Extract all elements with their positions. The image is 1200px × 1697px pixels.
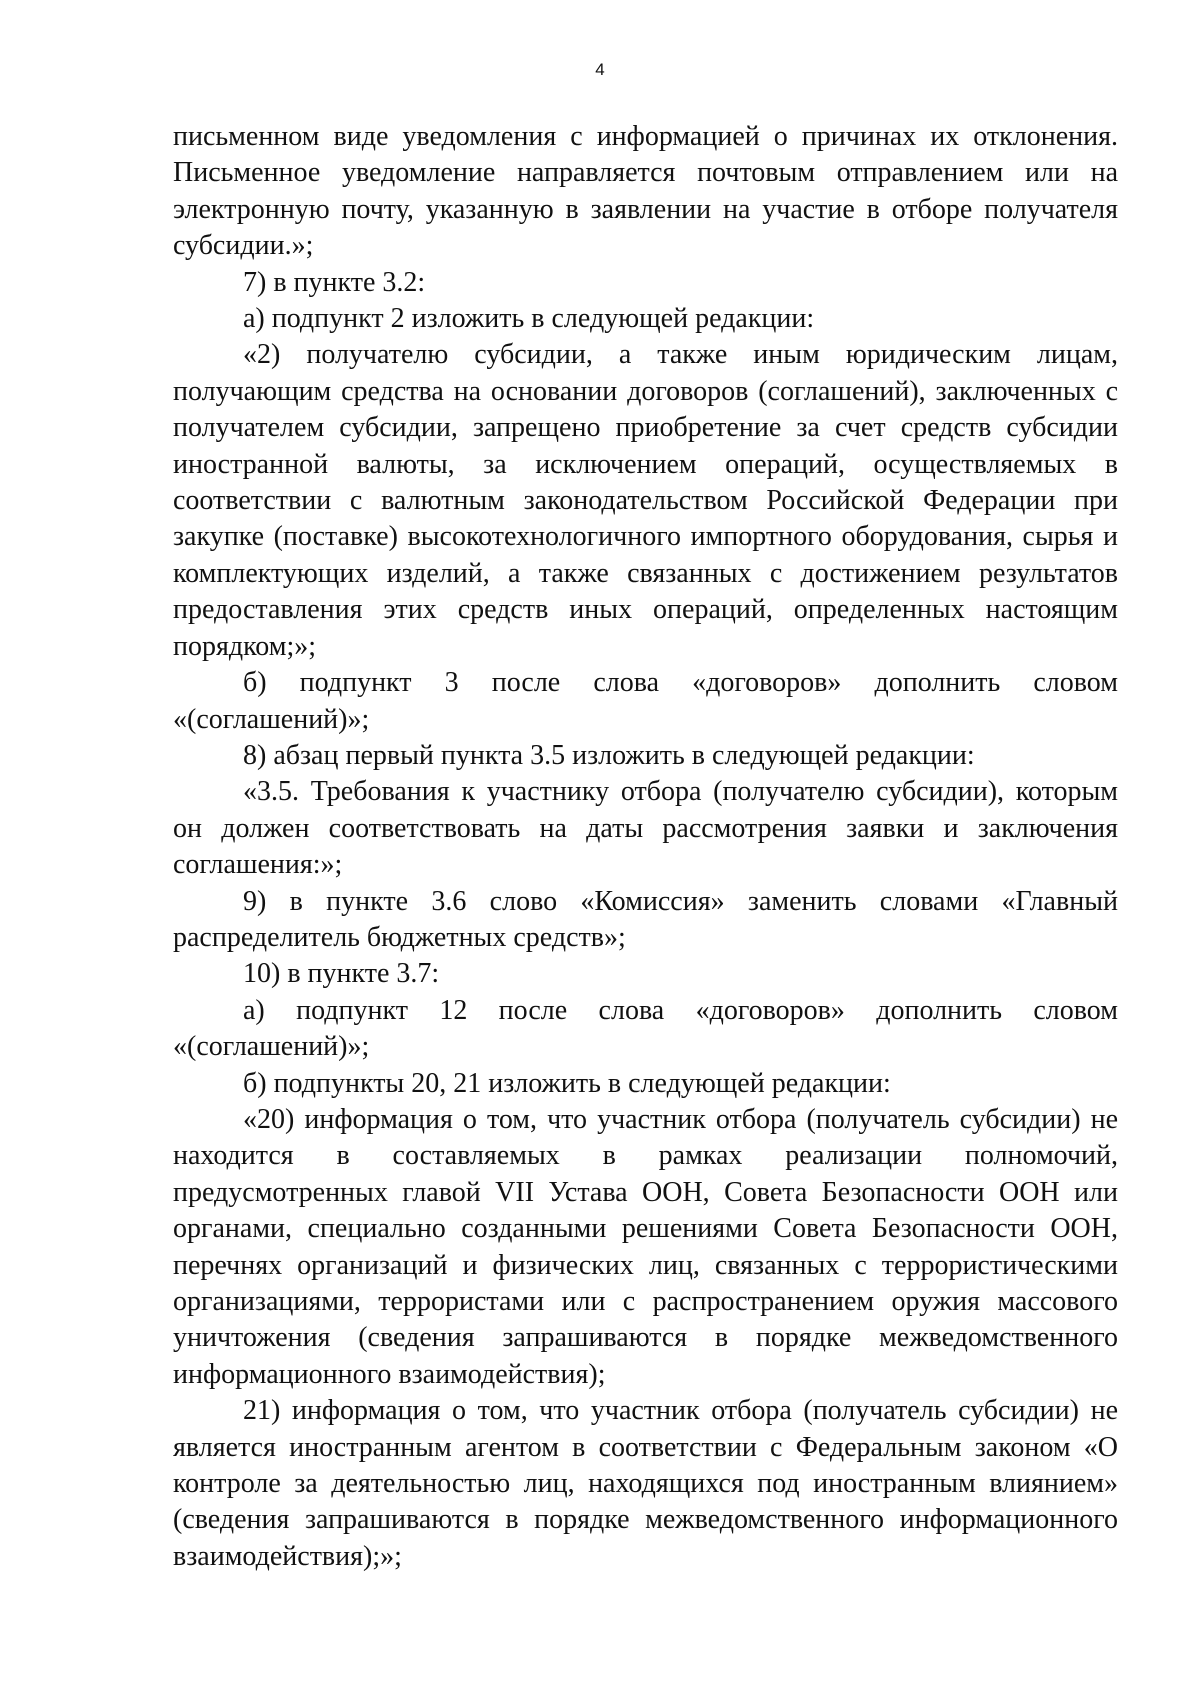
document-body bbox=[173, 119, 1118, 1575]
paragraph-subitem-a-12: а) подпункт 12 после слова «договоров» дополнить словом «(соглашений)»; bbox=[173, 994, 1118, 1063]
paragraph-item-8: 8) абзац первый пункта 3.5 изложить в следующей редакции: bbox=[243, 739, 975, 771]
page-number: 4 bbox=[595, 60, 605, 79]
paragraph-subitem-b: б) подпункт 3 после слова «договоров» дополнить словом «(соглашений)»; bbox=[173, 667, 1118, 735]
paragraph-quote-20: «20) информация о том, что участник отбора (получатель субсидии) не находится в составляемых в рамках реализации полномочий, предусмотренных главой VII Устава ООН, Совета Безопасности ООН или органами, специально созданными решениями Совета Безопасности ООН, перечнях организаций и физических лиц, связанных с террористическими организациями, террористами или с распространением оружия массового уничтожения (сведения запрашиваются в порядке межведомственного информационного взаимодействия); bbox=[173, 1103, 1118, 1390]
paragraph-quote-2: «2) получателю субсидии, а также иным юридическим лицам, получающим средства на основании договоров (соглашений), заключенных с получателем субсидии, запрещено приобретение за счет средств субсидии иностранной валюты, за исключением операций, осуществляемых в соответствии с валютным законодательством Российской Федерации при закупке (поставке) высокотехнологичного импортного оборудования, сырья и комплектующих изделий, а также связанных с достижением результатов предоставления этих средств иных операций, определенных настоящим порядком;»; bbox=[173, 339, 1118, 662]
paragraph-item-9: 9) в пункте 3.6 слово «Комиссия» заменить словами «Главный распределитель бюджетных средств»; bbox=[173, 885, 1118, 953]
paragraph-subitem-b-20-21: б) подпункты 20, 21 изложить в следующей редакции: bbox=[243, 1067, 891, 1099]
paragraph-item-7: 7) в пункте 3.2: bbox=[243, 266, 426, 298]
paragraph-quote-3-5: «3.5. Требования к участнику отбора (получателю субсидии), которым он должен соответствовать на даты рассмотрения заявки и заключения соглашения:»; bbox=[173, 776, 1118, 881]
paragraph-quote-21: 21) информация о том, что участник отбора (получатель субсидии) не является иностранным агентом в соответствии с Федеральным законом «О контроле за деятельностью лиц, находящихся под иностранным влиянием» (сведения запрашиваются в порядке межведомственного информационного взаимодействия);»; bbox=[173, 1395, 1118, 1572]
paragraph-subitem-a: а) подпункт 2 изложить в следующей редакции: bbox=[243, 303, 815, 335]
paragraph-item-10: 10) в пункте 3.7: bbox=[243, 958, 440, 990]
paragraph-continuation: письменном виде уведомления с информацией о причинах их отклонения. Письменное уведомление направляется почтовым отправлением или на электронную почту, указанную в заявлении на участие в отборе получателя субсидии.»; bbox=[173, 121, 1118, 262]
